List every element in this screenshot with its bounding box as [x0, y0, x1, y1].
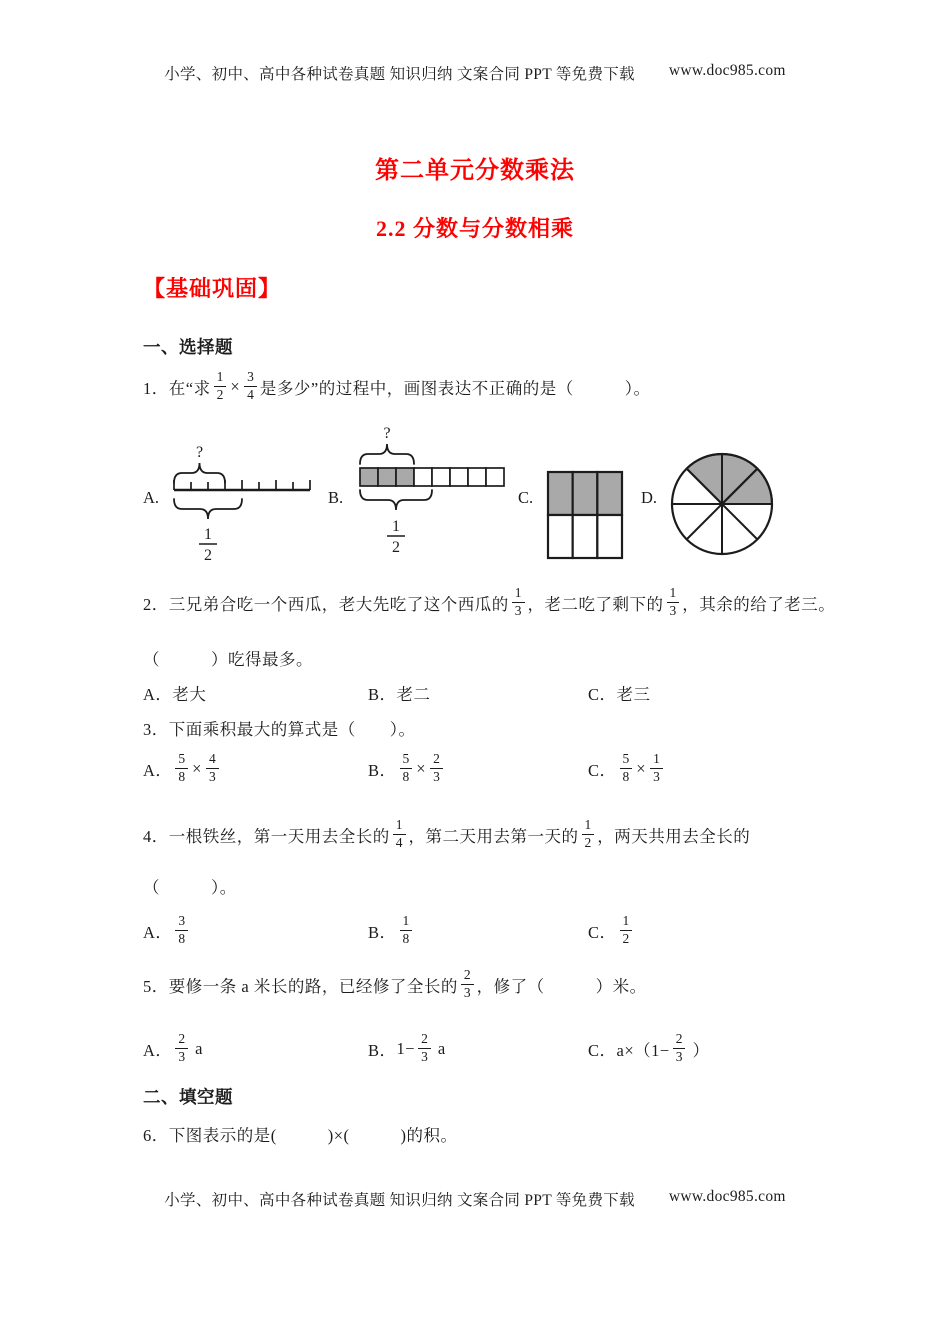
q2-option-a: A．老大 [143, 685, 207, 704]
option-letter: C． [588, 761, 617, 780]
q4-option-c [588, 908, 635, 954]
fraction-1-2: $\frac{1}{2}$ [620, 913, 633, 946]
fraction-1-8: $\frac{1}{8}$ [400, 913, 413, 946]
q1-option-b-label: B. [328, 488, 344, 507]
option-letter: B． [368, 923, 397, 942]
fraction-5-8: $\frac{5}{8}$ [400, 751, 413, 784]
half-fraction-numerator: 1 [392, 518, 400, 535]
q3-option-c [588, 746, 666, 792]
q4-post: ，两天共用去全长的 [597, 827, 751, 846]
option-suffix: a [437, 1039, 446, 1058]
times-sign: × [192, 759, 202, 778]
times-sign: × [230, 377, 241, 396]
option-prefix: a×（1− [616, 1041, 670, 1060]
fraction-3-4: $\frac{3}{4}$ [244, 369, 257, 402]
question-mark-label: ? [383, 425, 391, 442]
fraction-1-2: $\frac{1}{2}$ [214, 369, 227, 402]
footer-url: www.doc985.com [668, 1188, 786, 1205]
q4-pre: 4．一根铁丝，第一天用去全长的 [143, 827, 390, 846]
fraction-2-3: $\frac{2}{3}$ [175, 1031, 188, 1064]
q1-diagram-c-grid [546, 470, 624, 560]
fraction-5-8: $\frac{5}{8}$ [620, 751, 633, 784]
q4-line2: （ ）。 [143, 878, 237, 897]
part-fill-heading: 二、填空题 [143, 1087, 233, 1107]
option-suffix: a [195, 1039, 203, 1058]
fraction-1-3: $\frac{1}{3}$ [667, 585, 680, 618]
fraction-4-3: $\frac{4}{3}$ [206, 751, 219, 784]
option-letter: A． [143, 923, 173, 942]
header-url: www.doc985.com [668, 62, 786, 79]
q3-option-b [368, 746, 446, 792]
question-mark-label: ? [195, 444, 204, 461]
fraction-5-8: $\frac{5}{8}$ [175, 751, 188, 784]
q2-pre: 2．三兄弟合吃一个西瓜，老大先吃了这个西瓜的 [143, 595, 509, 614]
q1-diagram-b-bar [356, 418, 514, 578]
q5-option-c [588, 1026, 709, 1072]
overbrace [174, 463, 225, 483]
option-letter: B． [368, 1041, 397, 1060]
option-letter: C． [588, 923, 617, 942]
option-letter: C． [588, 1041, 617, 1060]
times-sign: × [416, 759, 427, 778]
q3-option-a [143, 746, 222, 792]
underbrace [174, 499, 242, 519]
question-1 [143, 364, 650, 410]
q2-post: ，其余的给了老三。 [682, 595, 836, 614]
question-5 [143, 962, 647, 1008]
q4-option-a [143, 908, 191, 954]
option-letter: A． [143, 1041, 173, 1060]
q4-option-b [368, 908, 415, 954]
fraction-2-3: $\frac{2}{3}$ [461, 967, 474, 1000]
question-4 [143, 812, 750, 858]
unit-title: 第二单元分数乘法 [375, 158, 575, 184]
fraction-2-3: $\frac{2}{3}$ [418, 1031, 431, 1064]
q1-diagram-a-number-line [170, 424, 320, 574]
option-letter: A． [143, 761, 173, 780]
q5-option-a [143, 1026, 203, 1072]
q1-option-c-label: C. [518, 488, 534, 507]
q2-mid: ，老二吃了剩下的 [527, 595, 664, 614]
part-choice-heading: 一、选择题 [143, 337, 233, 357]
q1-pre: 1．在“求 [143, 379, 211, 398]
footer-text: 小学、初中、高中各种试卷真题 知识归纳 文案合同 PPT 等免费下载 [164, 1192, 635, 1209]
q4-mid: ，第二天用去第一天的 [408, 827, 579, 846]
overbrace [360, 444, 414, 464]
q5-pre: 5．要修一条 a 米长的路，已经修了全长的 [143, 977, 458, 996]
underbrace [360, 490, 432, 510]
option-letter: B． [368, 761, 397, 780]
option-prefix: 1− [396, 1039, 416, 1058]
fraction-1-3: $\frac{1}{3}$ [512, 585, 525, 618]
q1-diagram-d-circle [668, 450, 776, 558]
q1-post: 是多少”的过程中，画图表达不正确的是（ ）。 [259, 379, 651, 398]
page-header [0, 62, 950, 84]
q1-option-a-label: A. [143, 488, 160, 507]
fraction-1-2: $\frac{1}{2}$ [582, 817, 595, 850]
q5-post: ，修了（ ）米。 [476, 977, 647, 996]
fraction-2-3: $\frac{2}{3}$ [430, 751, 443, 784]
q2-option-c: C．老三 [588, 685, 651, 704]
q5-option-b [368, 1026, 446, 1072]
question-6: 6．下图表示的是( )×( )的积。 [143, 1126, 458, 1145]
q1-option-d-label: D. [641, 488, 658, 507]
times-sign: × [636, 759, 647, 778]
fraction-1-4: $\frac{1}{4}$ [393, 817, 406, 850]
option-suffix: ） [692, 1041, 710, 1060]
fraction-2-3: $\frac{2}{3}$ [673, 1031, 686, 1064]
half-fraction-numerator: 1 [204, 526, 212, 543]
half-fraction-denominator: 2 [204, 547, 212, 564]
section-basic-heading: 【基础巩固】 [143, 276, 282, 301]
fraction-1-3: $\frac{1}{3}$ [650, 751, 663, 784]
q2-option-b: B．老二 [368, 685, 431, 704]
page-footer [0, 1188, 950, 1210]
header-text: 小学、初中、高中各种试卷真题 知识归纳 文案合同 PPT 等免费下载 [164, 66, 635, 83]
lesson-title: 2.2 分数与分数相乘 [375, 216, 574, 241]
fraction-3-8: $\frac{3}{8}$ [175, 913, 188, 946]
half-fraction-denominator: 2 [392, 539, 400, 556]
q2-line2: （ ）吃得最多。 [143, 650, 313, 669]
question-2 [143, 580, 835, 626]
question-3: 3．下面乘积最大的算式是（ ）。 [143, 720, 416, 739]
